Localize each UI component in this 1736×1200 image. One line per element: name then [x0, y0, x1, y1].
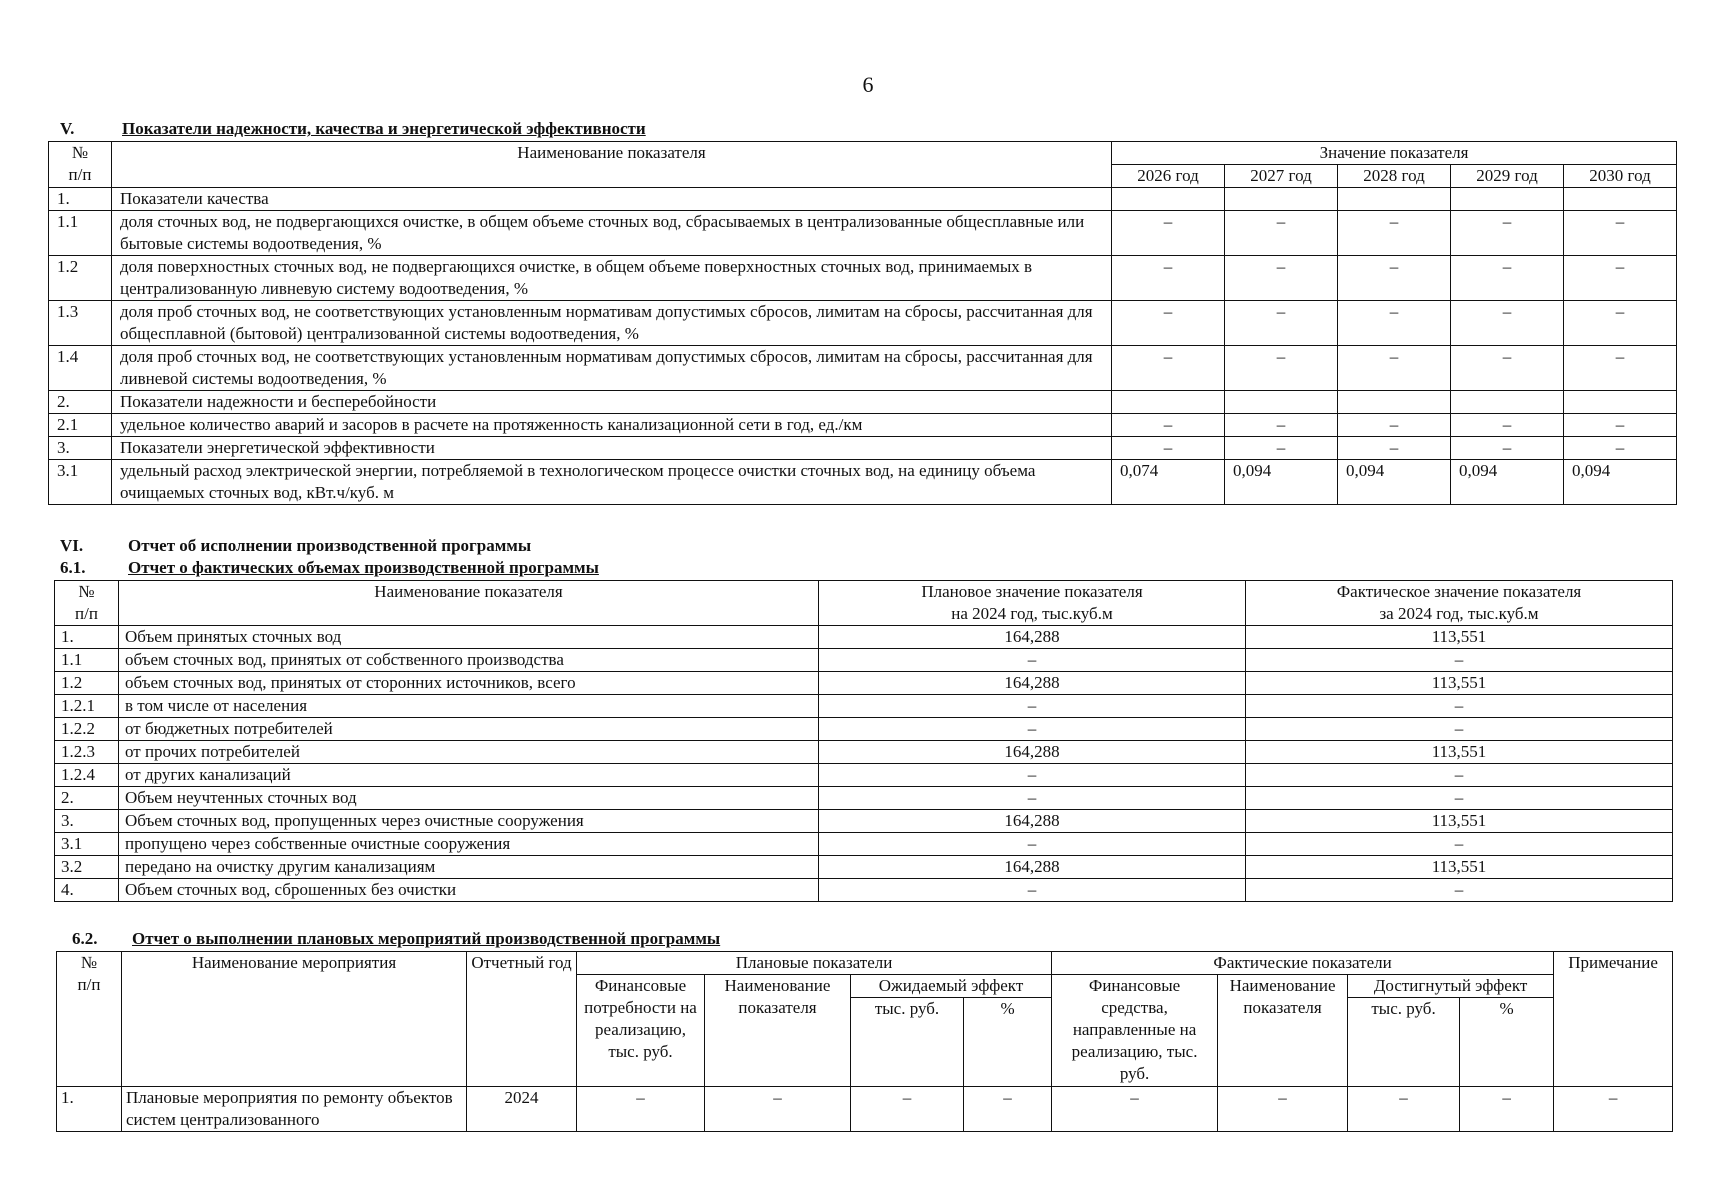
table-row: [49, 301, 1677, 346]
row-fact: –: [1246, 787, 1673, 810]
header-fact: Фактическое значение показателя за 2024 год, тыс.куб.м: [1246, 581, 1673, 626]
section-6-heading: [60, 536, 531, 556]
row-num: 1.: [57, 1087, 122, 1132]
row-plan: 164,288: [819, 741, 1246, 764]
section-6-title: Отчет об исполнении производственной программы: [128, 536, 532, 555]
row-num: 1.2: [55, 672, 119, 695]
row-num: 1.1: [49, 211, 112, 256]
row-fact: –: [1246, 879, 1673, 902]
section-6-number: VI.: [60, 536, 84, 555]
row-fact: –: [1246, 718, 1673, 741]
row-num: 2.1: [49, 414, 112, 437]
row-num: 3.1: [49, 460, 112, 505]
row-num: 1.2: [49, 256, 112, 301]
row-name: от прочих потребителей: [119, 741, 819, 764]
table-row: [49, 391, 1677, 414]
header-fact-pct: %: [1460, 998, 1554, 1087]
row-value: –: [705, 1087, 851, 1132]
header-year: 2027 год: [1225, 165, 1338, 188]
table-row: [49, 460, 1677, 505]
row-value: [1112, 188, 1225, 211]
row-plan: –: [819, 718, 1246, 741]
row-value: [1225, 188, 1338, 211]
row-fact: 113,551: [1246, 672, 1673, 695]
row-num: 2.: [49, 391, 112, 414]
row-name: Плановые мероприятия по ремонту объектов систем централизованного: [122, 1087, 467, 1132]
row-name: Показатели энергетической эффективности: [112, 437, 1112, 460]
row-num: 4.: [55, 879, 119, 902]
row-value: 0,074: [1112, 460, 1225, 505]
header-fact: Фактические показатели: [1052, 952, 1554, 975]
row-num: 1.2.3: [55, 741, 119, 764]
row-name: Показатели качества: [112, 188, 1112, 211]
row-value: –: [1225, 437, 1338, 460]
row-name: пропущено через собственные очистные сооружения: [119, 833, 819, 856]
table-row: [57, 1087, 1673, 1132]
row-year: 2024: [467, 1087, 577, 1132]
header-fact-rub: тыс. руб.: [1348, 998, 1460, 1087]
row-fact: –: [1246, 764, 1673, 787]
row-value: –: [577, 1087, 705, 1132]
row-value: –: [1451, 256, 1564, 301]
row-value: [1451, 188, 1564, 211]
row-value: –: [1564, 301, 1677, 346]
row-value: –: [1554, 1087, 1673, 1132]
header-plan-effect: Ожидаемый эффект: [851, 975, 1052, 998]
section-6-2-title: Отчет о выполнении плановых мероприятий производственной программы: [132, 929, 721, 948]
row-name: от других канализаций: [119, 764, 819, 787]
row-name: Показатели надежности и бесперебойности: [112, 391, 1112, 414]
row-name: Объем неучтенных сточных вод: [119, 787, 819, 810]
header-plan-pct: %: [964, 998, 1052, 1087]
header-name: Наименование показателя: [119, 581, 819, 626]
row-num: 1.: [49, 188, 112, 211]
row-value: –: [1112, 211, 1225, 256]
table-row: [55, 879, 1673, 902]
header-num: № п/п: [49, 142, 112, 188]
row-value: [1338, 391, 1451, 414]
reliability-quality-table: [48, 141, 1677, 505]
row-fact: 113,551: [1246, 810, 1673, 833]
row-value: –: [1338, 211, 1451, 256]
row-name: удельное количество аварий и засоров в расчете на протяженность канализационной сети в год, ед./км: [112, 414, 1112, 437]
row-fact: 113,551: [1246, 626, 1673, 649]
row-value: 0,094: [1338, 460, 1451, 505]
planned-measures-table: [56, 951, 1673, 1132]
header-plan-fin: Финансовые потребности на реализацию, тыс. руб.: [577, 975, 705, 1087]
table-row: [55, 833, 1673, 856]
header-year: 2029 год: [1451, 165, 1564, 188]
row-value: –: [1225, 211, 1338, 256]
row-name: Объем сточных вод, сброшенных без очистки: [119, 879, 819, 902]
table-row: [49, 437, 1677, 460]
row-value: –: [1112, 437, 1225, 460]
row-num: 3.: [55, 810, 119, 833]
row-num: 2.: [55, 787, 119, 810]
header-year: 2028 год: [1338, 165, 1451, 188]
row-plan: 164,288: [819, 810, 1246, 833]
row-plan: –: [819, 787, 1246, 810]
table-row: [55, 764, 1673, 787]
row-fact: –: [1246, 695, 1673, 718]
table-row: [49, 256, 1677, 301]
row-value: –: [1052, 1087, 1218, 1132]
header-note: Примечание: [1554, 952, 1673, 1087]
page-number: 6: [862, 72, 874, 97]
row-num: 1.2.2: [55, 718, 119, 741]
row-value: –: [1225, 346, 1338, 391]
row-fact: 113,551: [1246, 741, 1673, 764]
row-value: –: [1338, 437, 1451, 460]
table-row: [55, 695, 1673, 718]
header-name: Наименование мероприятия: [122, 952, 467, 1087]
row-value: –: [1564, 211, 1677, 256]
row-value: [1338, 188, 1451, 211]
row-value: [1564, 188, 1677, 211]
row-plan: –: [819, 833, 1246, 856]
row-value: –: [1564, 346, 1677, 391]
row-num: 1.: [55, 626, 119, 649]
row-value: –: [1451, 301, 1564, 346]
section-5-number: V.: [60, 119, 75, 138]
row-value: –: [1338, 414, 1451, 437]
table-row: [49, 188, 1677, 211]
section-6-1-number: 6.1.: [60, 558, 86, 577]
row-name: от бюджетных потребителей: [119, 718, 819, 741]
row-plan: –: [819, 764, 1246, 787]
row-value: [1112, 391, 1225, 414]
row-name: доля проб сточных вод, не соответствующих установленным нормативам допустимых сбросов, лимитам на сбросы, рассчитанная для ливневой системы водоотведения, %: [112, 346, 1112, 391]
header-fact-name: Наименование показателя: [1218, 975, 1348, 1087]
table-row: [55, 718, 1673, 741]
row-fact: –: [1246, 649, 1673, 672]
row-value: 0,094: [1225, 460, 1338, 505]
row-value: –: [1218, 1087, 1348, 1132]
row-plan: 164,288: [819, 626, 1246, 649]
row-num: 1.3: [49, 301, 112, 346]
row-value: –: [851, 1087, 964, 1132]
table-row: [49, 414, 1677, 437]
row-value: 0,094: [1451, 460, 1564, 505]
header-plan: Плановые показатели: [577, 952, 1052, 975]
row-value: 0,094: [1564, 460, 1677, 505]
row-fact: –: [1246, 833, 1673, 856]
row-value: –: [1225, 256, 1338, 301]
row-value: –: [964, 1087, 1052, 1132]
table-row: [55, 672, 1673, 695]
section-6-2-number: 6.2.: [72, 929, 98, 948]
row-name: доля проб сточных вод, не соответствующих установленным нормативам допустимых сбросов, лимитам на сбросы, рассчитанная для общесплавной (бытовой) централизованной системы водоотведения, %: [112, 301, 1112, 346]
production-volumes-table: [54, 580, 1673, 902]
section-6-2-heading: [72, 929, 720, 949]
row-num: 1.2.4: [55, 764, 119, 787]
row-value: –: [1451, 211, 1564, 256]
row-name: доля поверхностных сточных вод, не подвергающихся очистке, в общем объеме поверхностных сточных вод, принимаемых в централизованную ливневую систему водоотведения, %: [112, 256, 1112, 301]
row-plan: 164,288: [819, 856, 1246, 879]
table-row: [55, 626, 1673, 649]
row-num: 1.1: [55, 649, 119, 672]
row-value: –: [1564, 437, 1677, 460]
row-name: объем сточных вод, принятых от сторонних источников, всего: [119, 672, 819, 695]
header-fact-fin: Финансовые средства, направленные на реализацию, тыс. руб.: [1052, 975, 1218, 1087]
section-6-1-title: Отчет о фактических объемах производственной программы: [128, 558, 599, 577]
row-value: –: [1338, 256, 1451, 301]
row-num: 1.2.1: [55, 695, 119, 718]
row-num: 3.: [49, 437, 112, 460]
row-value: –: [1451, 437, 1564, 460]
header-fact-effect: Достигнутый эффект: [1348, 975, 1554, 998]
row-value: –: [1225, 414, 1338, 437]
row-value: [1451, 391, 1564, 414]
row-num: 1.4: [49, 346, 112, 391]
table-row: [49, 211, 1677, 256]
section-5-heading: [60, 119, 646, 139]
row-value: –: [1460, 1087, 1554, 1132]
row-value: –: [1564, 414, 1677, 437]
table-row: [55, 649, 1673, 672]
header-plan: Плановое значение показателя на 2024 год, тыс.куб.м: [819, 581, 1246, 626]
header-num: № п/п: [55, 581, 119, 626]
row-value: [1564, 391, 1677, 414]
section-6-1-heading: [60, 558, 599, 578]
row-name: доля сточных вод, не подвергающихся очистке, в общем объеме сточных вод, сбрасываемых в централизованные общесплавные или бытовые системы водоотведения, %: [112, 211, 1112, 256]
row-name: передано на очистку другим канализациям: [119, 856, 819, 879]
row-value: –: [1338, 346, 1451, 391]
row-num: 3.1: [55, 833, 119, 856]
header-year: 2026 год: [1112, 165, 1225, 188]
row-value: –: [1112, 346, 1225, 391]
row-name: Объем сточных вод, пропущенных через очистные сооружения: [119, 810, 819, 833]
row-plan: –: [819, 649, 1246, 672]
table-row: [55, 810, 1673, 833]
header-year: Отчетный год: [467, 952, 577, 1087]
row-name: в том числе от населения: [119, 695, 819, 718]
row-value: –: [1451, 346, 1564, 391]
header-year: 2030 год: [1564, 165, 1677, 188]
row-value: –: [1451, 414, 1564, 437]
table-row: [55, 787, 1673, 810]
table-row: [55, 856, 1673, 879]
table-row: [55, 741, 1673, 764]
row-value: –: [1112, 414, 1225, 437]
row-value: –: [1348, 1087, 1460, 1132]
header-plan-name: Наименование показателя: [705, 975, 851, 1087]
row-value: –: [1112, 256, 1225, 301]
row-num: 3.2: [55, 856, 119, 879]
row-fact: 113,551: [1246, 856, 1673, 879]
row-value: –: [1564, 256, 1677, 301]
row-value: –: [1112, 301, 1225, 346]
row-plan: –: [819, 695, 1246, 718]
row-value: –: [1225, 301, 1338, 346]
row-plan: 164,288: [819, 672, 1246, 695]
row-name: Объем принятых сточных вод: [119, 626, 819, 649]
header-num: № п/п: [57, 952, 122, 1087]
header-name: Наименование показателя: [112, 142, 1112, 188]
row-name: объем сточных вод, принятых от собственного производства: [119, 649, 819, 672]
row-name: удельный расход электрической энергии, потребляемой в технологическом процессе очистки сточных вод, на единицу объема очищаемых сточных вод, кВт.ч/куб. м: [112, 460, 1112, 505]
row-value: –: [1338, 301, 1451, 346]
row-value: [1225, 391, 1338, 414]
table-row: [49, 346, 1677, 391]
header-value: Значение показателя: [1112, 142, 1677, 165]
row-plan: –: [819, 879, 1246, 902]
section-5-title: Показатели надежности, качества и энергетической эффективности: [122, 119, 646, 138]
header-plan-rub: тыс. руб.: [851, 998, 964, 1087]
